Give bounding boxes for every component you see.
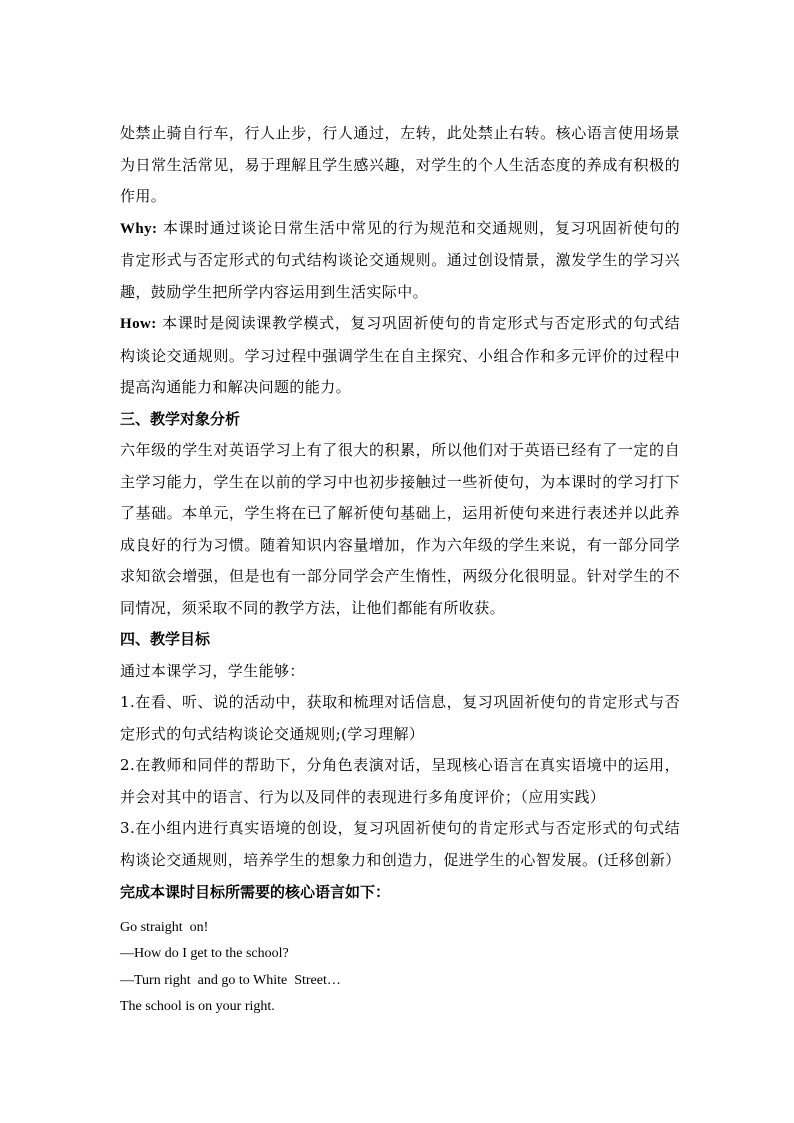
core-language-line-1: Go straight on! xyxy=(120,919,209,935)
intro-paragraph xyxy=(120,118,680,213)
goal-item-1: 1.在看、听、说的活动中，获取和梳理对话信息，复习巩固祈使句的肯定形式与否定形式的句式结构谈论交通规则;(学习理解） xyxy=(120,693,680,743)
section4-intro: 通过本课学习，学生能够： xyxy=(120,661,305,680)
core-language-line-2: —How do I get to the school? xyxy=(120,946,289,961)
goal-item-3: 3.在小组内进行真实语境的创设，复习巩固祈使句的肯定形式与否定形式的句式结构谈论交通规则，培养学生的想象力和创造力，促进学生的心智发展。(迁移创新） xyxy=(120,819,681,869)
intro-text: 处禁止骑自行车，行人止步，行人通过，左转，此处禁止右转。核心语言使用场景为日常生活常见，易于理解且学生感兴趣，对学生的个人生活态度的养成有积极的作用。 xyxy=(120,124,680,205)
why-label: Why: xyxy=(120,220,158,237)
core-language-line-3: —Turn right and go to White Street… xyxy=(120,972,341,988)
section3-heading: 三、教学对象分析 xyxy=(120,409,241,428)
why-text: 本课时通过谈论日常生活中常见的行为规范和交通规则，复习巩固祈使句的肯定形式与否定形式的句式结构谈论交通规则。通过创设情景，激发学生的学习兴趣，鼓励学生把所学内容运用到生活实际中。 xyxy=(120,218,680,301)
why-paragraph xyxy=(120,213,680,309)
section3-paragraph xyxy=(120,435,680,624)
section4-heading: 四、教学目标 xyxy=(120,630,211,648)
core-language-heading: 完成本课时目标所需要的核心语言如下： xyxy=(120,883,391,901)
how-text: 本课时是阅读课教学模式，复习巩固祈使句的肯定形式与否定形式的句式结构谈论交通规则。学习过程中强调学生在自主探究、小组合作和多元评价的过程中提高沟通能力和解决问题的能力。 xyxy=(120,314,680,396)
document-page xyxy=(120,118,680,1021)
how-label: How: xyxy=(120,316,157,332)
core-language-line-4: The school is on your right. xyxy=(120,999,275,1014)
how-paragraph xyxy=(120,308,680,404)
section3-text: 六年级的学生对英语学习上有了很大的积累，所以他们对于英语已经有了一定的自主学习能力，学生在以前的学习中也初步接触过一些祈使句，为本课时的学习打下了基础。本单元，学生将在已了解祈使句基础上，运用祈使句来进行表述并以此养成良好的行为习惯。随着知识内容量增加，作为六年级的学生来说，有一部分同学求知欲会增强，但是也有一部分同学会产生惰性，两级分化很明显。针对学生的不同情况，须采取不同的教学方法，让他们都能有所收获。 xyxy=(120,441,680,617)
goal-item-2: 2.在教师和同伴的帮助下，分角色表演对话，呈现核心语言在真实语境中的运用，并会对其中的语言、行为以及同伴的表现进行多角度评价；（应用实践） xyxy=(120,756,680,806)
